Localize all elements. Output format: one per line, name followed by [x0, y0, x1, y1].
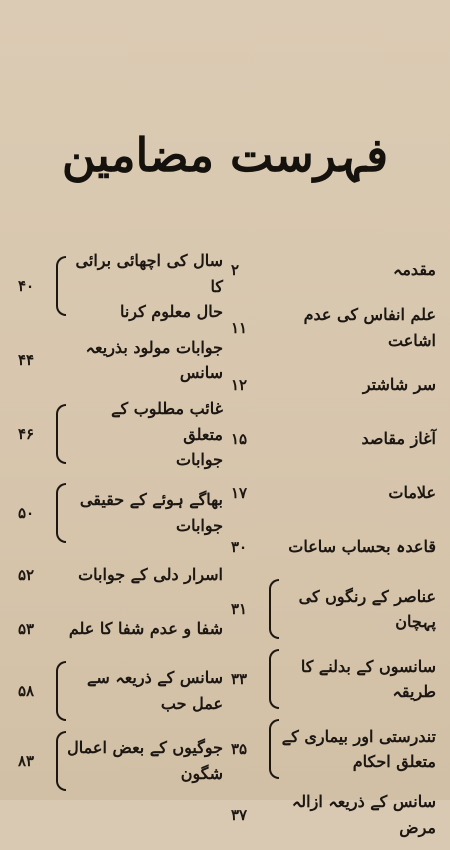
- entry-title: شفا و عدم شفا کا علم: [68, 618, 223, 638]
- contents-entry: [18, 553, 223, 597]
- brace-mark: [56, 661, 66, 721]
- entry-title: تندرستی اور بیماری کے متعلق احکام: [281, 726, 436, 772]
- page-number: ۴۰: [18, 277, 35, 296]
- entry-title: سانس کے ذریعہ سے عمل حب: [86, 668, 223, 713]
- entry-title: سانس کے ذریعہ ازالہ مرض: [291, 792, 436, 837]
- brace-mark: [269, 649, 279, 709]
- contents-entry: [231, 363, 436, 407]
- brace-mark: [56, 483, 66, 543]
- page-number: ۵۳: [18, 619, 35, 638]
- contents-entry: [231, 579, 436, 639]
- entry-title: سال کی اچھائی برائی کا حال معلوم کرنا: [75, 251, 223, 322]
- page-number: ۵۰: [18, 503, 35, 522]
- page-number: ۳۰: [231, 538, 248, 557]
- contents-entry: [231, 417, 436, 461]
- contents-entry: [18, 731, 223, 791]
- page-number: ۱۲: [231, 376, 248, 395]
- page-number: ۱۷: [231, 484, 248, 503]
- page-number: ۴۴: [18, 351, 35, 370]
- page-number: ۴۶: [18, 425, 35, 444]
- contents-entry: [18, 335, 223, 386]
- page-number: ۳۵: [231, 740, 248, 759]
- page-number: ۳۷: [231, 805, 248, 824]
- entry-title: آغاز مقاصد: [361, 429, 436, 449]
- page-number: ۱۵: [231, 430, 248, 449]
- contents-entry: [231, 789, 436, 840]
- contents-entry: [18, 483, 223, 543]
- page-number: ۳۱: [231, 600, 248, 619]
- entry-title: مقدمہ: [392, 260, 436, 280]
- entry-title: عناصر کے رنگوں کی پہچان: [298, 586, 436, 632]
- contents-entry: [18, 248, 223, 325]
- brace-mark: [56, 731, 66, 791]
- entry-title: قاعدہ بحساب ساعات: [288, 537, 436, 557]
- entry-title: غائب مطلوب کے متعلق جوابات: [111, 398, 223, 470]
- contents-entry: [231, 719, 436, 779]
- page-number: ۵۸: [18, 681, 35, 700]
- brace-mark: [56, 404, 66, 464]
- contents-entry: [18, 396, 223, 473]
- brace-mark: [269, 579, 279, 639]
- entry-title: جوگیوں کے بعض اعمال شگون: [67, 738, 223, 783]
- contents-entry: [18, 607, 223, 651]
- page-number: ۸۳: [18, 751, 35, 770]
- brace-mark: [269, 719, 279, 779]
- brace-mark: [56, 256, 66, 316]
- contents-column-right: [231, 248, 436, 850]
- contents-entry: [231, 248, 436, 292]
- page-number: ۵۲: [18, 565, 35, 584]
- contents-entry: [231, 525, 436, 569]
- page-number: ۳۳: [231, 670, 248, 689]
- entry-title: بھاگے ہوئے کے حقیقی جوابات: [79, 490, 223, 535]
- entry-title: جوابات مولود بذریعہ سانس: [85, 337, 223, 383]
- contents-entry: [231, 649, 436, 709]
- entry-title: علم انفاس کی عدم اشاعت: [303, 305, 436, 350]
- entry-title: سر شاشتر: [362, 375, 436, 395]
- entry-title: سانسوں کے بدلنے کا طریقہ: [300, 656, 436, 702]
- contents-column-left: [18, 248, 223, 801]
- contents-entry: [231, 302, 436, 353]
- page-number: ۲: [231, 261, 240, 279]
- contents-entry: [231, 471, 436, 515]
- contents-entry: [18, 661, 223, 721]
- page-title: فہرست مضامین: [61, 128, 389, 182]
- page-number: ۱۱: [231, 318, 248, 337]
- entry-title: علامات: [388, 483, 436, 503]
- entry-title: اسرار دلی کے جوابات: [78, 564, 223, 584]
